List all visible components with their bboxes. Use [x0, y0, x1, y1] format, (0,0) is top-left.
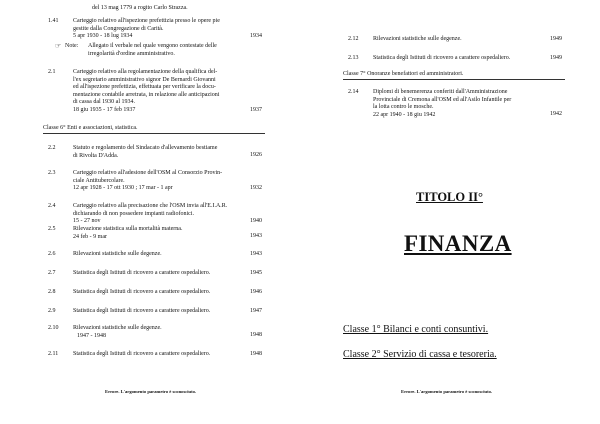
entry-year: 1947 [250, 308, 262, 314]
entry-number: 2.4 [48, 203, 56, 209]
entry-description: Statistica degli Istituti di ricovero a carattere ospedaliero. [373, 55, 511, 61]
note-label: Note: [65, 43, 79, 49]
entry-year: 1934 [250, 33, 262, 39]
entry-description: Carteggio relativo all'adesione dell'OSM al Consorzio Provin- ciale Antitubercolare. 12 apr 1928 - 17 ott 1930 ; 17 mar - 1 apr [73, 170, 223, 191]
entry-description: Carteggio relativo alla precisazione che l'OSM invia all'E.I.A.R. dichiarando di non possedere impianti radiofonici. 15 - 27 nov [73, 203, 228, 224]
entry-description: Rilevazione statistica sulla mortalità materna. 24 feb - 9 mar [73, 226, 183, 240]
note-text: Allegato il verbale nel quale vengono contestate delle irregolarità d'ordine amministrativo. [88, 43, 217, 57]
page-footer: Errore. L'argomento parametro è sconosciuto. [105, 389, 197, 394]
right-page [300, 0, 600, 424]
entry-year: 1926 [250, 152, 262, 158]
entry-number: 2.7 [48, 270, 56, 276]
entry-number: 2.13 [348, 55, 359, 61]
entry-number: 2.8 [48, 289, 56, 295]
entry-year: 1940 [250, 218, 262, 224]
entry-number: 2.3 [48, 170, 56, 176]
entry-year: 1949 [550, 55, 562, 61]
entry-number: 2.10 [48, 325, 59, 331]
entry-year: 1932 [250, 185, 262, 191]
page-footer: Errore. L'argomento parametro è sconosciuto. [401, 389, 493, 394]
class-7-rule [343, 79, 565, 80]
entry-year: 1949 [550, 36, 562, 42]
entry-year: 1943 [250, 251, 262, 257]
entry-number: 2.5 [48, 226, 56, 232]
continuation-line: del 13 mag 1779 a rogito Carlo Strazza. [92, 5, 188, 11]
entry-number: 2.12 [348, 36, 359, 42]
entry-year: 1945 [250, 270, 262, 276]
finanza-heading: FINANZA [404, 231, 512, 256]
class-1-heading: Classe 1° Bilanci e conti consuntivi. [343, 324, 489, 335]
entry-number: 2.9 [48, 308, 56, 314]
entry-number: 2.1 [48, 69, 56, 75]
class-2-heading: Classe 2° Servizio di cassa e tesoreria. [343, 349, 497, 360]
entry-description: Rilevazioni statistiche sulle degenze. [73, 251, 162, 257]
class-6-rule [43, 133, 265, 134]
entry-year: 1943 [250, 233, 262, 239]
pointing-hand-icon: ☞ [55, 42, 62, 50]
entry-description: Carteggio relativo alla regolamentazione della qualifica del- l'ex segretario amministrativo signor De Bernardi Giovanni ed all'ispezione prefettizia, effettuata per verificare la docu- mentazione contabile arretrata, in relazione alle anticipazioni di cassa dal 1930 al 1934. 18 giu 1935 - 17 feb 1937 [73, 69, 220, 113]
titolo-heading: TITOLO II° [416, 190, 483, 204]
entry-year: 1948 [250, 332, 262, 338]
class-7-heading: Classe 7° Onoranze benefattori ed amministratori. [343, 71, 464, 77]
entry-year: 1942 [550, 111, 562, 117]
entry-description: Statistica degli Istituti di ricovero a carattere ospedaliero. [73, 351, 211, 357]
entry-description: Statistica degli Istituti di ricovero a carattere ospedaliero. [73, 289, 211, 295]
entry-description: Statuto e regolamento del Sindacato d'allevamento bestiame di Rivolta D'Adda. [73, 145, 218, 159]
entry-year: 1948 [250, 351, 262, 357]
entry-number: 2.11 [48, 351, 59, 357]
entry-description: Statistica degli Istituti di ricovero a carattere ospedaliero. [73, 308, 211, 314]
entry-description: Statistica degli Istituti di ricovero a carattere ospedaliero. [73, 270, 211, 276]
entry-year: 1937 [250, 107, 262, 113]
entry-description: Carteggio relativo all'ispezione prefettizia presso le opere pie gestite dalla Congregazione di Carità. 5 apr 1930 - 18 lug 1934 [73, 18, 220, 39]
entry-number: 2.6 [48, 251, 56, 257]
class-6-heading: Classe 6° Enti e associazioni, statistica. [43, 125, 138, 131]
entry-description: Rilevazioni statistiche sulle degenze. [373, 36, 462, 42]
entry-year: 1946 [250, 289, 262, 295]
entry-description: Rilevazioni statistiche sulle degenze. 1947 - 1948 [73, 325, 162, 339]
entry-number: 1.41 [48, 18, 59, 24]
entry-number: 2.2 [48, 145, 56, 151]
entry-number: 2.14 [348, 89, 359, 95]
entry-description: Diplomi di benemerenza conferiti dall'Amministrazione Provinciale di Cremona all'OSM ed all'Asilo Infantile per la lotta contro le mosche. 22 apr 1940 - 18 giu 1942 [373, 89, 512, 118]
